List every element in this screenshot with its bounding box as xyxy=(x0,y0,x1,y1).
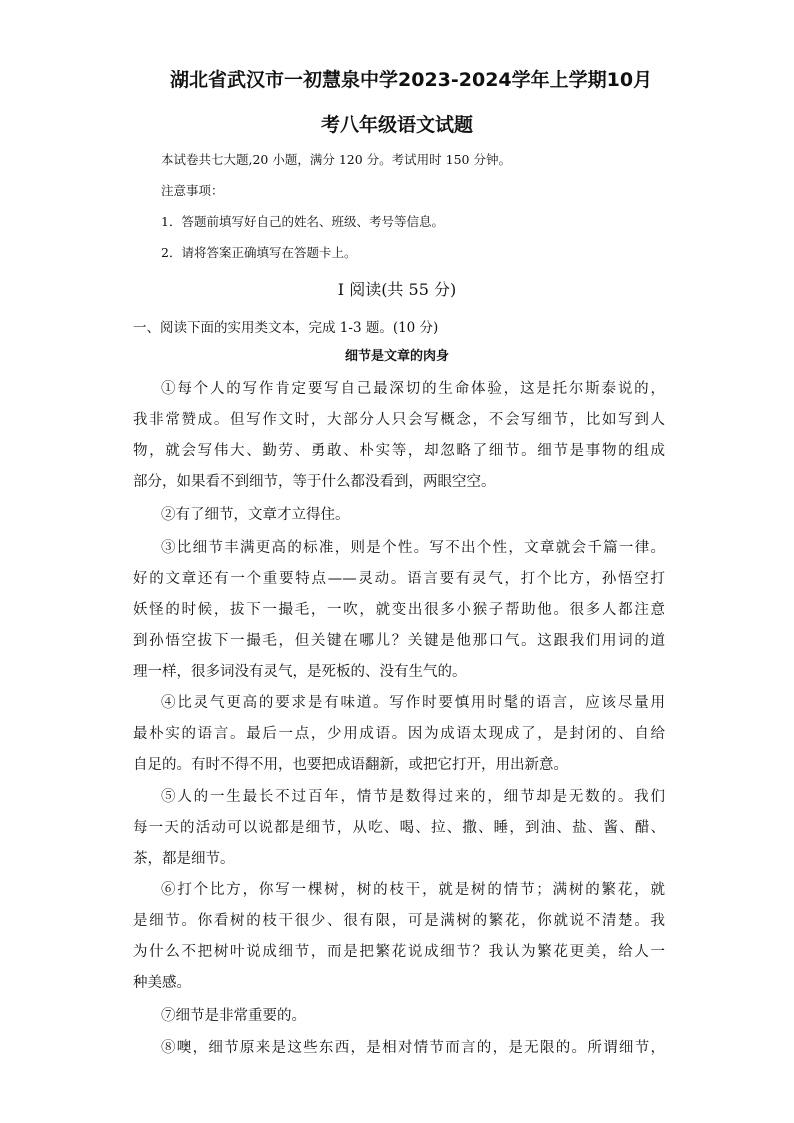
article-line: 好的文章还有一个重要特点——灵动。语言要有灵气，打个比方，孙悟空打 xyxy=(133,571,665,587)
article-line: ③比细节丰满更高的标准，则是个性。写不出个性，文章就会千篇一律。 xyxy=(161,540,665,556)
article-line: ⑦细节是非常重要的。 xyxy=(161,1008,306,1024)
article-line: 我非常赞成。但写作文时，大部分人只会写概念，不会写细节，比如写到人 xyxy=(133,412,665,428)
exam-intro: 本试卷共七大题,20 小题，满分 120 分。考试用时 150 分钟。 xyxy=(161,152,511,167)
article-line: 自足的。有时不得不用，也要把成语翻新，或把它打开，用出新意。 xyxy=(133,757,568,773)
article-line: 种美感。 xyxy=(133,975,191,991)
notes-heading: 注意事项： xyxy=(161,183,224,198)
article-line: 到孙悟空拔下一撮毛，但关键在哪儿？关键是他那口气。这跟我们用词的道 xyxy=(133,633,665,649)
article-line: ④比灵气更高的要求是有味道。写作时要慎用时髦的语言，应该尽量用 xyxy=(161,695,665,711)
article-line: 妖怪的时候，拔下一撮毛，一吹，就变出很多小猴子帮助他。很多人都注意 xyxy=(133,602,665,618)
article-line: 每一天的活动可以说都是细节，从吃、喝、拉、撒、睡，到油、盐、酱、醋、 xyxy=(133,820,665,836)
notes-item-2: 2．请将答案正确填写在答题卡上。 xyxy=(161,245,357,260)
question-heading: 一、阅读下面的实用类文本，完成 1-3 题。(10 分) xyxy=(133,320,439,336)
article-line: ②有了细节，文章才立得住。 xyxy=(161,507,350,523)
article-line: ⑧噢，细节原来是这些东西，是相对情节而言的，是无限的。所谓细节， xyxy=(161,1040,665,1056)
exam-title-line-1: 湖北省武汉市一初慧泉中学2023-2024学年上学期10月 xyxy=(170,69,653,91)
article-line: ⑤人的一生最长不过百年，情节是数得过来的，细节却是无数的。我们 xyxy=(161,789,665,805)
article-line: 为什么不把树叶说成细节，而是把繁花说成细节？我认为繁花更美，给人一 xyxy=(133,944,665,960)
article-line: 最朴实的语言。最后一点，少用成语。因为成语太现成了，是封闭的、自给 xyxy=(133,726,665,742)
notes-item-1: 1．答题前填写好自己的姓名、班级、考号等信息。 xyxy=(161,214,444,229)
article-line: 理一样，很多词没有灵气，是死板的、没有生气的。 xyxy=(133,664,467,680)
article-title: 细节是文章的肉身 xyxy=(344,349,449,364)
article-line: ⑥打个比方，你写一棵树，树的枝干，就是树的情节；满树的繁花，就 xyxy=(161,882,665,898)
section-title: I 阅读(共 55 分) xyxy=(337,280,457,299)
exam-title-line-2: 考八年级语文试题 xyxy=(320,114,473,136)
article-line: 茶，都是细节。 xyxy=(133,851,235,867)
article-line: 物，就会写伟大、勤劳、勇敢、朴实等，却忽略了细节。细节是事物的组成 xyxy=(133,443,665,459)
article-line: ①每个人的写作肯定要写自己最深切的生命体验，这是托尔斯泰说的， xyxy=(161,381,665,397)
article-line: 部分，如果看不到细节，等于什么都没看到，两眼空空。 xyxy=(133,474,496,490)
article-line: 是细节。你看树的枝干很少、很有限，可是满树的繁花，你就说不清楚。我 xyxy=(133,913,665,929)
